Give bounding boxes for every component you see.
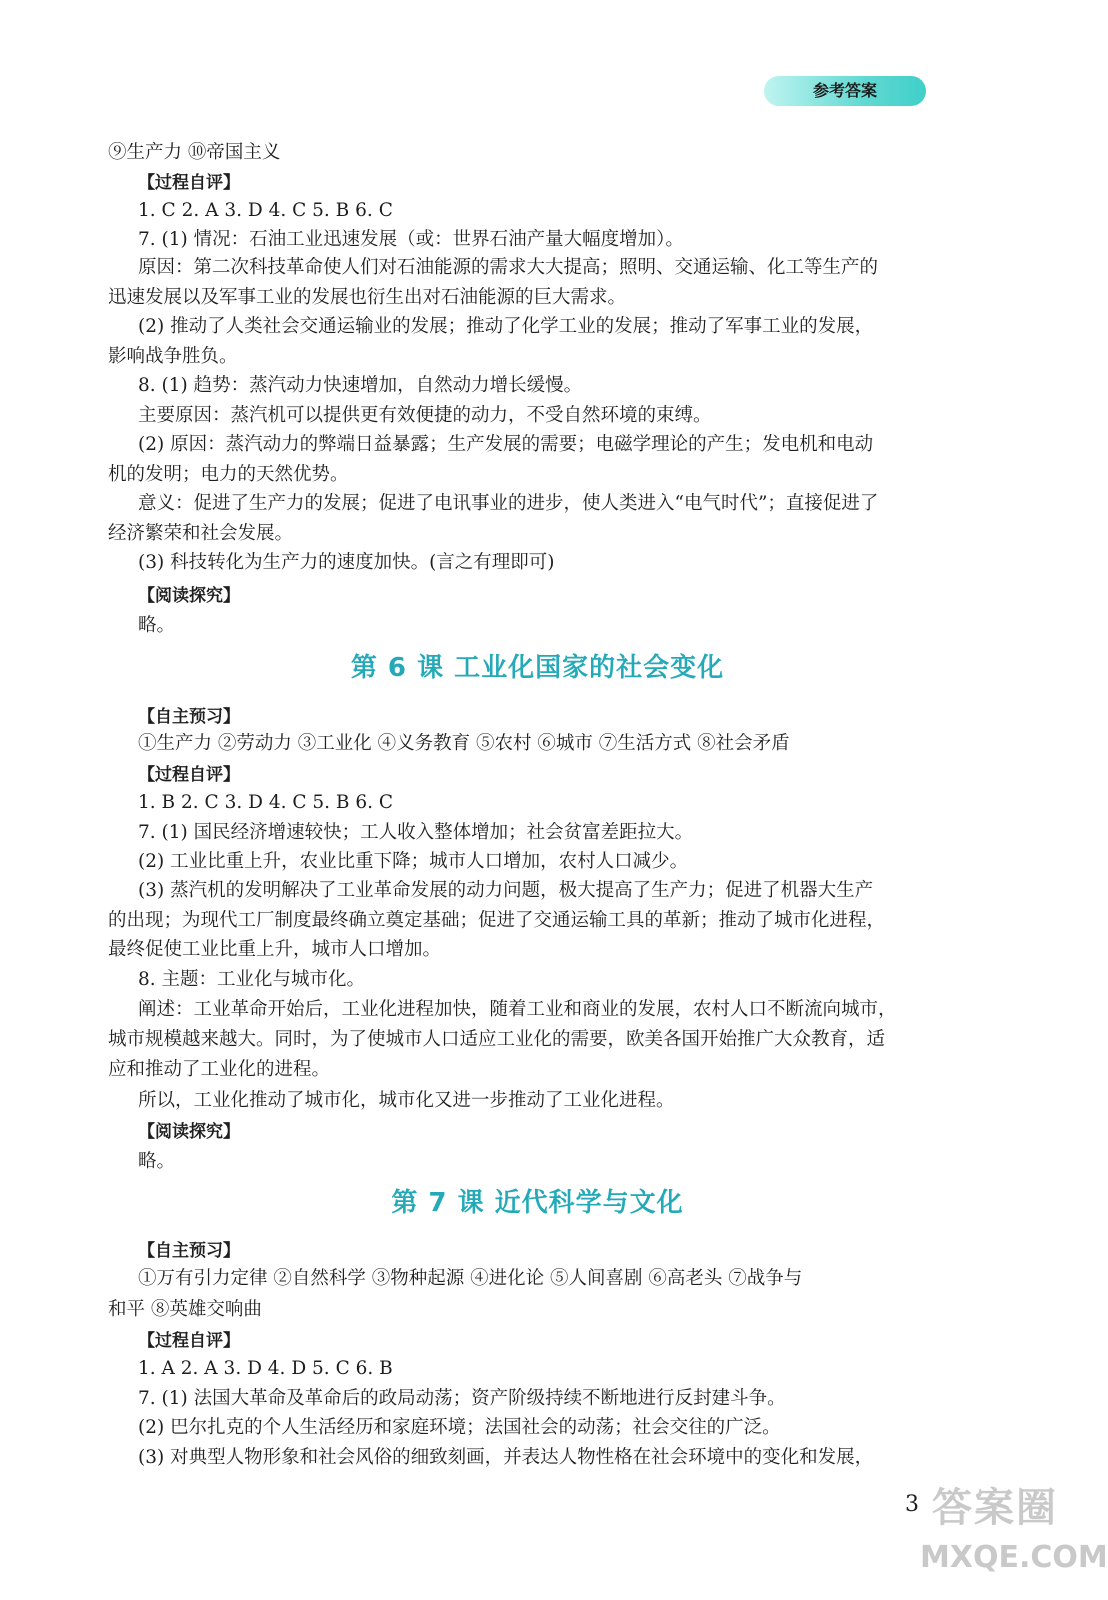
text-line: 机的发明；电力的天然优势。 — [108, 464, 349, 485]
lesson-6-heading: 第 6 课 工业化国家的社会变化 — [350, 653, 725, 683]
text-line: 应和推动了工业化的进程。 — [108, 1059, 331, 1080]
text-line: 8. 主题：工业化与城市化。 — [138, 969, 366, 990]
text-line: 所以，工业化推动了城市化，城市化又进一步推动了工业化进程。 — [138, 1090, 675, 1111]
answer-key-tag: 参考答案 — [764, 76, 926, 106]
text-line: 略。 — [138, 615, 176, 636]
text-line: ①生产力 ②劳动力 ③工业化 ④义务教育 ⑤农村 ⑥城市 ⑦生活方式 ⑧社会矛盾 — [138, 733, 790, 754]
text-line: 迅速发展以及军事工业的发展也衍生出对石油能源的巨大需求。 — [108, 287, 627, 308]
text-line: 1. C 2. A 3. D 4. C 5. B 6. C — [138, 200, 393, 221]
text-line: (2) 原因：蒸汽动力的弊端日益暴露；生产发展的需要；电磁学理论的产生；发电机和电动 — [138, 434, 874, 455]
section-label: 【过程自评】 — [138, 765, 240, 785]
watermark — [920, 1478, 1108, 1598]
text-line: 1. B 2. C 3. D 4. C 5. B 6. C — [138, 792, 394, 813]
text-line: 城市规模越来越大。同时，为了使城市人口适应工业化的需要，欧美各国开始推广大众教育，适 — [108, 1029, 886, 1050]
text-line: 7. (1) 法国大革命及革命后的政局动荡；资产阶级持续不断地进行反封建斗争。 — [138, 1388, 786, 1409]
text-line: ⑨生产力 ⑩帝国主义 — [108, 142, 281, 163]
text-line: 影响战争胜负。 — [108, 346, 238, 367]
section-label: 【自主预习】 — [138, 707, 240, 727]
text-line: (2) 工业比重上升，农业比重下降；城市人口增加，农村人口减少。 — [138, 851, 689, 872]
text-line: 8. (1) 趋势：蒸汽动力快速增加，自然动力增长缓慢。 — [138, 375, 583, 396]
text-line: 7. (1) 国民经济增速较快；工人收入整体增加；社会贫富差距拉大。 — [138, 822, 694, 843]
text-line: 最终促使工业比重上升，城市人口增加。 — [108, 939, 442, 960]
text-line: 1. A 2. A 3. D 4. D 5. C 6. B — [138, 1358, 393, 1379]
page-number: 3 — [905, 1492, 919, 1517]
text-line: 和平 ⑧英雄交响曲 — [108, 1299, 262, 1320]
text-line: (3) 蒸汽机的发明解决了工业革命发展的动力问题，极大提高了生产力；促进了机器大生产 — [138, 880, 874, 901]
text-line: 经济繁荣和社会发展。 — [108, 523, 294, 544]
text-line: 7. (1) 情况：石油工业迅速发展（或：世界石油产量大幅度增加）。 — [138, 229, 684, 250]
watermark-url: MXQE.COM — [920, 1540, 1108, 1575]
text-line: 略。 — [138, 1151, 176, 1172]
text-line: (3) 对典型人物形象和社会风俗的细致刻画，并表达人物性格在社会环境中的变化和发展， — [138, 1447, 874, 1468]
text-line: (2) 推动了人类社会交通运输业的发展；推动了化学工业的发展；推动了军事工业的发展， — [138, 316, 874, 337]
section-label: 【阅读探究】 — [138, 1122, 240, 1142]
text-line: 阐述：工业革命开始后，工业化进程加快，随着工业和商业的发展，农村人口不断流向城市， — [138, 999, 897, 1020]
text-line: ①万有引力定律 ②自然科学 ③物种起源 ④进化论 ⑤人间喜剧 ⑥高老头 ⑦战争与 — [138, 1268, 803, 1289]
lesson-7-heading: 第 7 课 近代科学与文化 — [391, 1188, 684, 1218]
section-label: 【阅读探究】 — [138, 586, 240, 606]
text-line: (2) 巴尔扎克的个人生活经历和家庭环境；法国社会的动荡；社会交往的广泛。 — [138, 1417, 781, 1438]
section-label: 【过程自评】 — [138, 173, 240, 193]
section-label: 【过程自评】 — [138, 1331, 240, 1351]
text-line: 意义：促进了生产力的发展；促进了电讯事业的进步，使人类进入“电气时代”；直接促进了 — [138, 493, 879, 514]
section-label: 【自主预习】 — [138, 1241, 240, 1261]
text-line: (3) 科技转化为生产力的速度加快。(言之有理即可) — [138, 552, 555, 573]
text-line: 的出现；为现代工厂制度最终确立奠定基础；促进了交通运输工具的革新；推动了城市化进程， — [108, 910, 886, 931]
text-line: 原因：第二次科技革命使人们对石油能源的需求大大提高；照明、交通运输、化工等生产的 — [138, 257, 879, 278]
watermark-logo: 答案圈 — [932, 1485, 1058, 1531]
text-line: 主要原因：蒸汽机可以提供更有效便捷的动力，不受自然环境的束缚。 — [138, 405, 712, 426]
